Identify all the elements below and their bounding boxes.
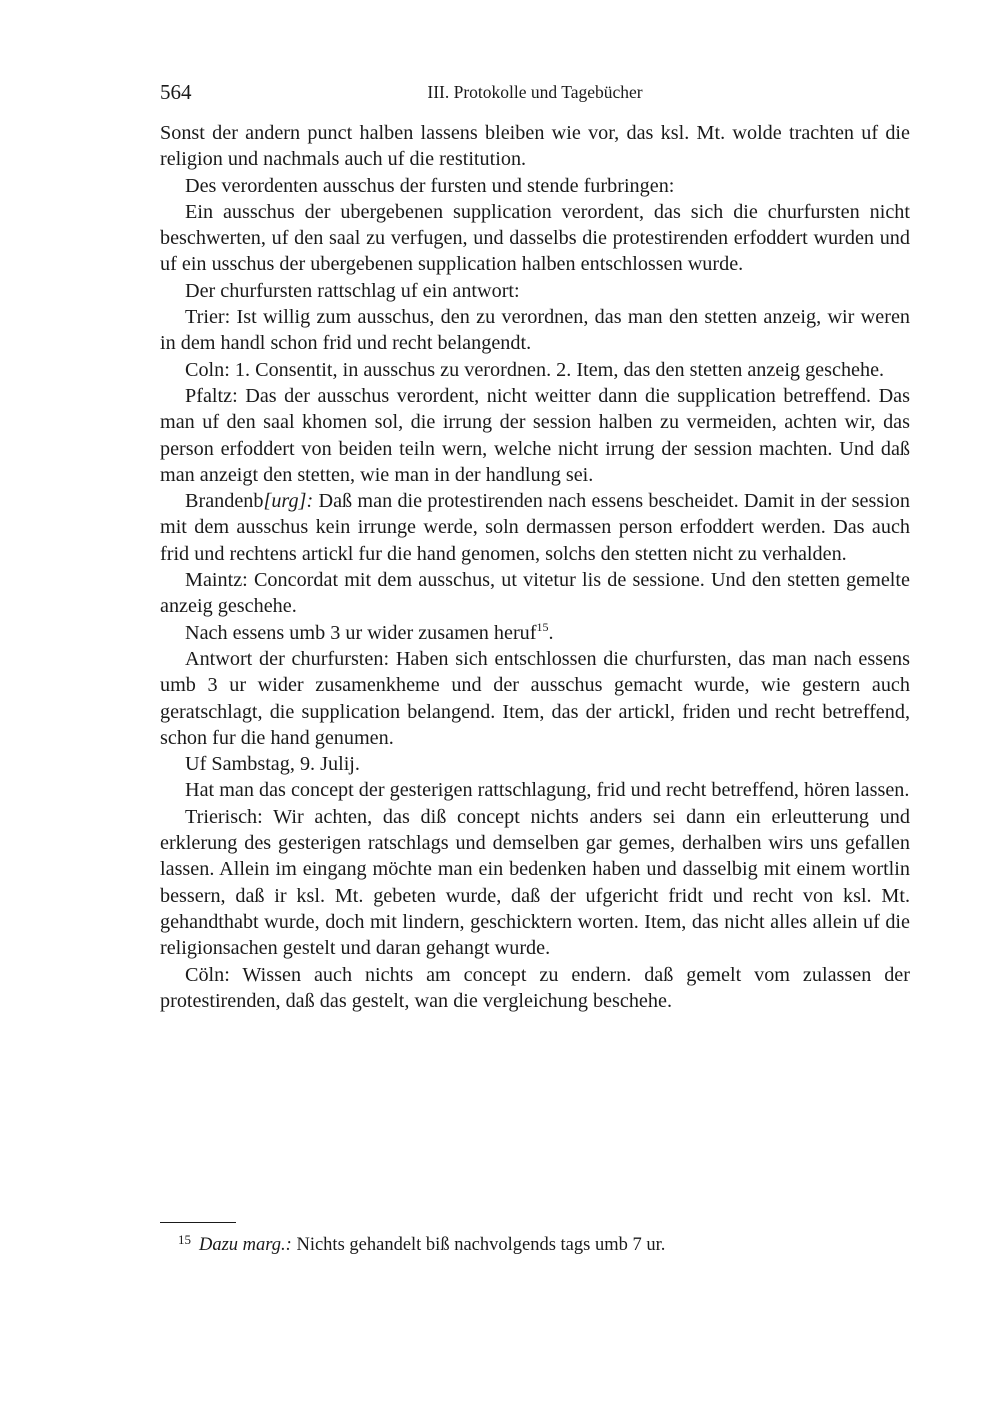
paragraph: Maintz: Concordat mit dem ausschus, ut vitetur lis de sessione. Und den stetten gemelte anzeig geschehe. <box>160 569 910 618</box>
document-page <box>160 78 910 1014</box>
footnote-label: Dazu marg.: <box>199 1235 292 1255</box>
footnote-divider <box>160 1222 236 1223</box>
paragraph: Trier: Ist willig zum ausschus, den zu verordnen, das man den stetten anzeig, wir weren in dem handl schon frid und recht belangendt. <box>160 306 910 355</box>
paragraph: Nach essens umb 3 ur wider zusamen heruf$^{15}$. <box>185 619 554 644</box>
paragraph: Ein ausschus der ubergebenen supplication verordent, das sich die churfursten nicht beschwerten, uf den saal zu verfugen, und dasselbs die protestirenden erfoddert wurden und uf ein usschus der ubergebenen supplication halben entschlossen wurde. <box>160 200 910 276</box>
footnote-text: Nichts gehandelt biß nachvolgends tags umb 7 ur. <box>291 1235 666 1255</box>
paragraph: Trierisch: Wir achten, das diß concept nichts anders sei dann ein erleutterung und erklerung des gesterigen ratschlags und demselben gar gemes, derhalben wirs uns gefallen lassen. Allein im eingang möchte man ein bedenken haben und dasselbig mit einem wortlin bessern, daß ir ksl. Mt. gebeten wurde, daß der ufgericht fridt und recht von ksl. Mt. gehandthabt wurde, doch mit lindern, geschicktern worten. Item, das nicht alles allein uf die religionsachen gestelt und daran gehangt wurde. <box>160 805 910 960</box>
paragraph: Uf Sambstag, 9. Julij. <box>185 753 360 776</box>
paragraph: Coln: 1. Consentit, in ausschus zu verordnen. 2. Item, das den stetten anzeig geschehe. <box>185 358 885 381</box>
footnote-number: 15 <box>178 1232 191 1247</box>
paragraph: Brandenb[urg]: Daß man die protestirenden nach essens bescheidet. Damit in der session mit dem ausschus kein irrunge werde, soln dermassen person erfoddert werden. Das auch frid und rechtens artickl fur die hand genomen, solchs den stetten nicht zu verhalden. <box>160 490 910 565</box>
footnote-reference[interactable]: 15 <box>536 619 549 634</box>
body-text <box>160 120 910 1014</box>
footnote <box>178 1228 908 1257</box>
paragraph: Sonst der andern punct halben lassens bleiben wie vor, das ksl. Mt. wolde trachten uf die religion und nachmals auch uf die restitution. <box>160 122 910 171</box>
paragraph: Pfaltz: Das der ausschus verordent, nicht weitter dann die supplication betreffend. Das man uf den saal khomen sol, die irrung der session halben zu vermeiden, achten wir, das person erfoddert von beiden teiln wern, welche nicht irrung der session machten. Und daß man anzeigt den stetten, wie man in der handlung sei. <box>160 384 910 486</box>
running-title: III. Protokolle und Tagebücher <box>427 82 643 102</box>
running-head <box>160 78 910 106</box>
page-number: 564 <box>160 80 192 104</box>
paragraph: Cöln: Wissen auch nichts am concept zu endern. daß gemelt vom zulassen der protestirenden, daß das gestelt, wan die vergleichung beschehe. <box>160 963 910 1012</box>
paragraph: Des verordenten ausschus der fursten und stende furbringen: <box>185 174 675 197</box>
paragraph: Hat man das concept der gesterigen rattschlagung, frid und recht betreffend, hören lassen. <box>185 779 910 802</box>
paragraph: Der churfursten rattschlag uf ein antwort: <box>185 279 520 302</box>
paragraph: Antwort der churfursten: Haben sich entschlossen die churfursten, das man nach essens umb 3 ur wider zusamenkheme und der ausschus gemacht wurde, wie gestern auch geratschlagt, die supplication belangend. Item, das der artickl, friden und recht betreffend, schon fur die hand genumen. <box>160 647 910 749</box>
editorial-insertion: [urg]: <box>263 490 314 513</box>
